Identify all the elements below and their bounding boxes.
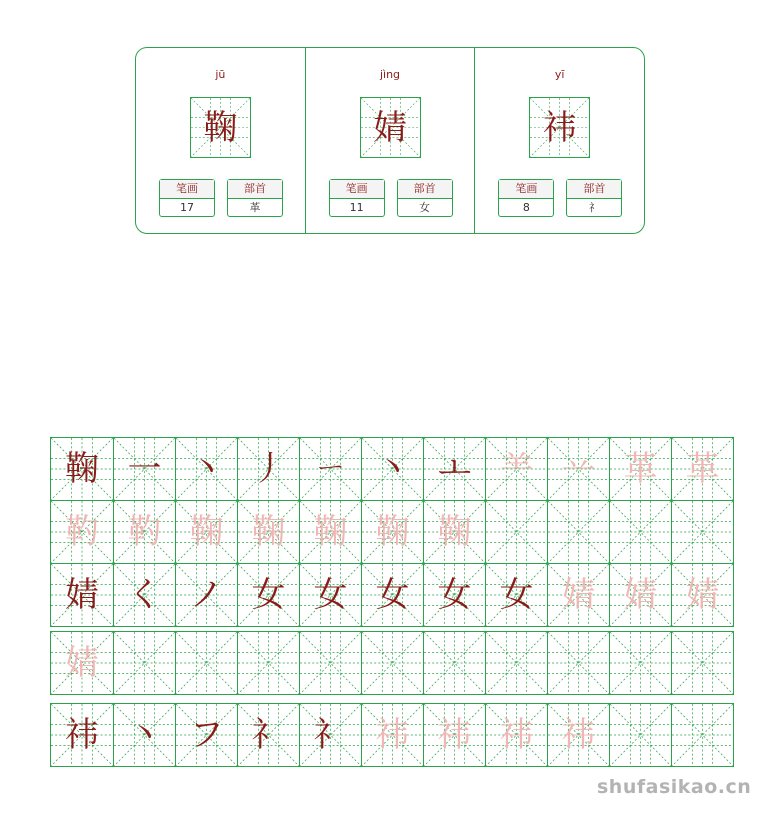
radical-value: 革 — [249, 201, 261, 214]
practice-cell — [423, 704, 485, 766]
trace-char: 革 — [623, 449, 658, 489]
stroke-char: ㅗ — [438, 449, 471, 489]
practice-row — [51, 563, 733, 626]
trace-char: 革 — [685, 449, 720, 489]
practice-row — [51, 438, 733, 500]
practice-cell — [237, 501, 299, 563]
trace-char: 鞠 — [375, 512, 410, 552]
practice-cell — [547, 501, 609, 563]
practice-cell — [51, 564, 113, 626]
trace-char — [672, 501, 733, 563]
trace-char — [486, 632, 547, 694]
trace-char — [424, 632, 485, 694]
practice-cell — [361, 632, 423, 694]
pinyin: jū — [215, 68, 226, 81]
trace-char — [176, 632, 237, 694]
radical-label: 部首 — [228, 180, 282, 199]
char-box — [190, 97, 251, 158]
practice-cell — [51, 704, 113, 766]
practice-cell — [671, 704, 733, 766]
practice-cell — [51, 632, 113, 694]
radical-box — [397, 179, 453, 217]
radical-value: 女 — [419, 201, 431, 214]
character: 婧 — [373, 107, 408, 148]
character-info-card — [135, 47, 645, 234]
trace-char: 鞠 — [251, 512, 286, 552]
practice-cell — [237, 704, 299, 766]
practice-cell — [671, 632, 733, 694]
practice-cell — [237, 564, 299, 626]
practice-cell — [237, 438, 299, 500]
practice-cell — [113, 501, 175, 563]
practice-grid-3 — [50, 703, 734, 767]
trace-char: 祎 — [561, 715, 596, 755]
strokes-label: 笔画 — [330, 180, 384, 199]
stroke-char: く — [127, 575, 162, 615]
char-column-3 — [474, 48, 644, 233]
trace-char: 靮 — [65, 512, 99, 552]
trace-char: 䒑 — [561, 449, 596, 489]
character: 祎 — [542, 107, 577, 148]
trace-char: 鞠 — [189, 512, 224, 552]
trace-char — [486, 501, 547, 563]
trace-char: 祎 — [437, 715, 472, 755]
practice-cell — [485, 632, 547, 694]
practice-cell — [423, 564, 485, 626]
practice-cell — [299, 564, 361, 626]
practice-cell — [299, 704, 361, 766]
stroke-char: 鞠 — [65, 449, 99, 489]
stroke-char: 礻 — [251, 715, 286, 755]
trace-char — [610, 501, 671, 563]
trace-char: ⺷ — [499, 449, 534, 489]
practice-cell — [113, 564, 175, 626]
radical-value: 礻 — [588, 201, 600, 214]
trace-char — [672, 632, 733, 694]
trace-char — [114, 632, 175, 694]
char-box — [529, 97, 590, 158]
stroke-char: 祎 — [65, 715, 99, 755]
stroke-char: ノ — [189, 575, 224, 615]
trace-char: 婧 — [561, 575, 596, 615]
stroke-char: 一 — [127, 449, 162, 489]
practice-cell — [51, 438, 113, 500]
watermark: shufasikao.cn — [597, 776, 752, 798]
practice-cell — [547, 438, 609, 500]
practice-cell — [361, 501, 423, 563]
practice-cell — [485, 704, 547, 766]
trace-char: 鞠 — [313, 512, 348, 552]
practice-cell — [299, 501, 361, 563]
practice-cell — [299, 438, 361, 500]
stroke-char: フ — [189, 715, 224, 755]
practice-cell — [423, 632, 485, 694]
practice-cell — [113, 704, 175, 766]
trace-char — [672, 704, 733, 766]
trace-char: 婧 — [623, 575, 658, 615]
trace-char: 祎 — [499, 715, 534, 755]
char-column-2 — [305, 48, 475, 233]
practice-cell — [175, 632, 237, 694]
pinyin: yī — [554, 68, 565, 81]
stroke-char: 丶 — [375, 449, 410, 489]
stroke-char: 女 — [251, 575, 286, 615]
practice-cell — [113, 632, 175, 694]
strokes-box — [498, 179, 554, 217]
character: 鞠 — [203, 107, 238, 148]
practice-cell — [485, 438, 547, 500]
strokes-value: 8 — [522, 201, 530, 214]
practice-cell — [113, 438, 175, 500]
practice-cell — [547, 564, 609, 626]
practice-row — [51, 632, 733, 694]
practice-cell — [175, 564, 237, 626]
radical-box — [566, 179, 622, 217]
practice-cell — [671, 501, 733, 563]
trace-char: 婧 — [685, 575, 720, 615]
trace-char — [610, 704, 671, 766]
practice-cell — [175, 438, 237, 500]
stroke-char: 女 — [437, 575, 472, 615]
stroke-char: 丶 — [189, 449, 224, 489]
trace-char — [300, 632, 361, 694]
practice-row — [51, 500, 733, 563]
practice-cell — [299, 632, 361, 694]
practice-grid-1 — [50, 437, 734, 627]
radical-label: 部首 — [567, 180, 621, 199]
strokes-label: 笔画 — [160, 180, 214, 199]
strokes-label: 笔画 — [499, 180, 553, 199]
strokes-value: 17 — [180, 201, 194, 214]
stroke-char: ㄧ — [313, 449, 348, 489]
strokes-box — [159, 179, 215, 217]
stroke-char: 丿 — [251, 449, 286, 489]
practice-cell — [671, 564, 733, 626]
practice-cell — [485, 501, 547, 563]
stroke-char: 女 — [313, 575, 348, 615]
stroke-char: 婧 — [65, 575, 99, 615]
practice-cell — [609, 632, 671, 694]
trace-char: 鞠 — [437, 512, 472, 552]
practice-cell — [547, 632, 609, 694]
stroke-char: 礻 — [313, 715, 348, 755]
practice-cell — [671, 438, 733, 500]
char-box — [360, 97, 421, 158]
practice-cell — [361, 704, 423, 766]
practice-cell — [609, 501, 671, 563]
trace-char — [548, 501, 609, 563]
practice-grid-2 — [50, 631, 734, 695]
practice-cell — [51, 501, 113, 563]
trace-char — [548, 632, 609, 694]
practice-cell — [609, 438, 671, 500]
practice-cell — [175, 704, 237, 766]
practice-cell — [609, 704, 671, 766]
practice-row — [51, 704, 733, 766]
stroke-char: 丶 — [127, 715, 162, 755]
practice-cell — [361, 564, 423, 626]
practice-cell — [609, 564, 671, 626]
stroke-char: 女 — [375, 575, 410, 615]
trace-char: 靮 — [127, 512, 162, 552]
trace-char: 祎 — [375, 715, 410, 755]
practice-cell — [423, 438, 485, 500]
radical-box — [227, 179, 283, 217]
radical-label: 部首 — [398, 180, 452, 199]
trace-char — [362, 632, 423, 694]
char-column-1 — [136, 48, 305, 233]
stroke-char: 女 — [499, 575, 534, 615]
trace-char — [238, 632, 299, 694]
strokes-box — [329, 179, 385, 217]
practice-cell — [547, 704, 609, 766]
trace-char: 婧 — [65, 643, 99, 683]
trace-char — [610, 632, 671, 694]
practice-cell — [237, 632, 299, 694]
practice-cell — [423, 501, 485, 563]
practice-cell — [485, 564, 547, 626]
strokes-value: 11 — [349, 201, 364, 214]
practice-cell — [361, 438, 423, 500]
practice-cell — [175, 501, 237, 563]
pinyin: jìng — [379, 68, 401, 81]
